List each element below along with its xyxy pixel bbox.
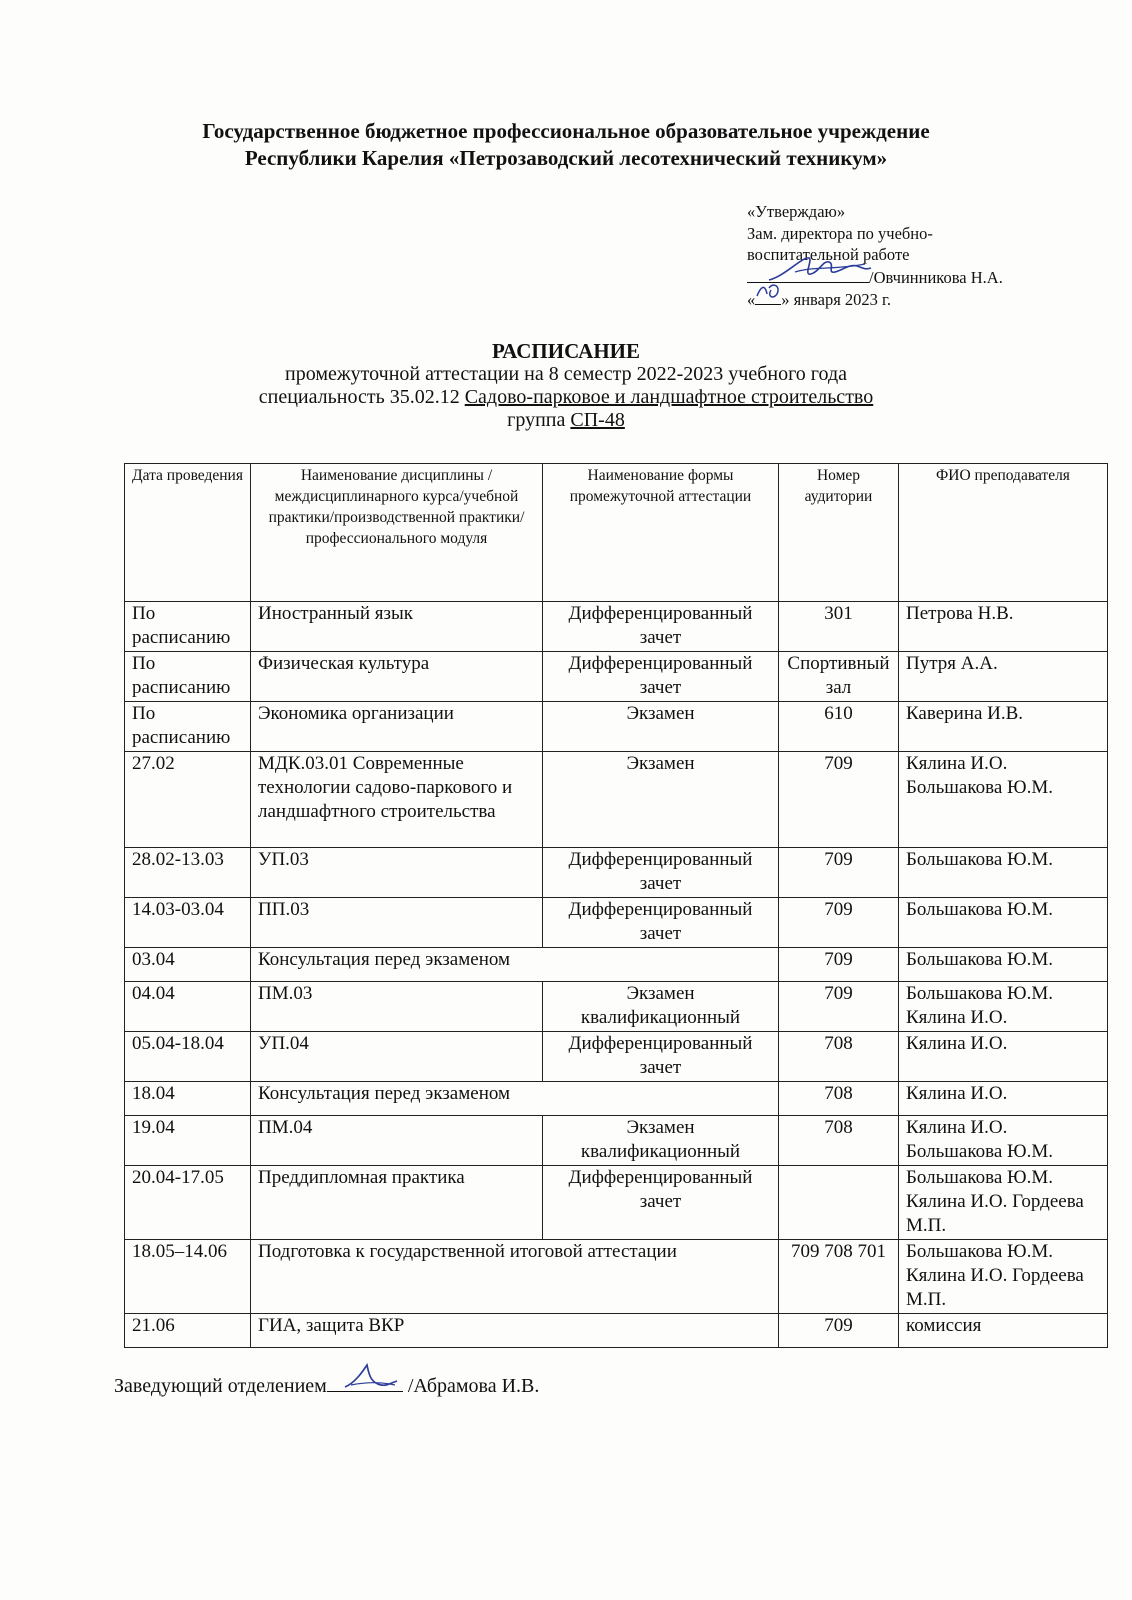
cell-room: 709 xyxy=(779,752,899,848)
cell-date: По расписанию xyxy=(125,652,251,702)
cell-form: Дифференцированный зачет xyxy=(543,602,779,652)
cell-teacher: Путря А.А. xyxy=(899,652,1108,702)
cell-date: 05.04-18.04 xyxy=(125,1032,251,1082)
cell-room: 708 xyxy=(779,1082,899,1116)
date-text: » января 2023 г. xyxy=(781,290,892,309)
cell-form: Экзамен xyxy=(543,702,779,752)
cell-form: Экзамен квалификационный xyxy=(543,1116,779,1166)
cell-teacher: Большакова Ю.М. xyxy=(899,898,1108,948)
table-header-row xyxy=(125,464,1108,602)
cell-teacher: Кялина И.О. Большакова Ю.М. xyxy=(899,752,1108,848)
cell-date: 18.04 xyxy=(125,1082,251,1116)
header-room: Номер аудитории xyxy=(779,464,899,602)
cell-discipline: ПМ.03 xyxy=(251,982,543,1032)
cell-teacher: Каверина И.В. xyxy=(899,702,1108,752)
header-discipline: Наименование дисциплины /междисциплинарного курса/учебной практики/производственной практики/профессионального модуля xyxy=(251,464,543,602)
approval-date-row xyxy=(747,288,1077,311)
cell-discipline: УП.04 xyxy=(251,1032,543,1082)
cell-form: Дифференцированный зачет xyxy=(543,652,779,702)
schedule-title-block xyxy=(0,340,1132,432)
institution-line-1: Государственное бюджетное профессиональное образовательное учреждение xyxy=(202,119,930,143)
cell-teacher: Петрова Н.В. xyxy=(899,602,1108,652)
cell-form: Экзамен квалификационный xyxy=(543,982,779,1032)
schedule-title: РАСПИСАНИЕ xyxy=(491,339,641,363)
cell-date: 18.05–14.06 xyxy=(125,1240,251,1314)
cell-room: 708 xyxy=(779,1116,899,1166)
group-prefix: группа xyxy=(507,409,571,431)
approval-block xyxy=(747,201,1077,311)
cell-room: 610 xyxy=(779,702,899,752)
cell-room: 709 xyxy=(779,982,899,1032)
cell-room: 708 xyxy=(779,1032,899,1082)
cell-discipline: Консультация перед экзаменом xyxy=(251,948,779,982)
approval-line-1: «Утверждаю» xyxy=(747,202,846,221)
cell-date: По расписанию xyxy=(125,702,251,752)
signature-icon xyxy=(765,252,875,284)
cell-form: Экзамен xyxy=(543,752,779,848)
cell-discipline: УП.03 xyxy=(251,848,543,898)
table-row xyxy=(125,652,1108,702)
cell-discipline: ПМ.04 xyxy=(251,1116,543,1166)
cell-discipline: Экономика организации xyxy=(251,702,543,752)
approval-line-3: воспитательной работе xyxy=(747,245,910,264)
cell-discipline: Подготовка к государственной итоговой аттестации xyxy=(251,1240,779,1314)
header-date: Дата проведения xyxy=(125,464,251,602)
footer xyxy=(114,1373,539,1399)
cell-date: 20.04-17.05 xyxy=(125,1166,251,1240)
footer-name: /Абрамова И.В. xyxy=(402,1375,540,1397)
table-row xyxy=(125,898,1108,948)
cell-discipline: МДК.03.01 Современные технологии садово-паркового и ландшафтного строительства xyxy=(251,752,543,848)
handwritten-day-icon xyxy=(755,280,783,302)
institution-header xyxy=(0,118,1132,172)
date-open-quote: « xyxy=(747,290,756,309)
table-body xyxy=(125,602,1108,1348)
cell-teacher: Кялина И.О. xyxy=(899,1032,1108,1082)
cell-discipline: Консультация перед экзаменом xyxy=(251,1082,779,1116)
approver-name: /Овчинникова Н.А. xyxy=(869,267,1003,287)
cell-date: 14.03-03.04 xyxy=(125,898,251,948)
cell-discipline: Физическая культура xyxy=(251,652,543,702)
cell-teacher: Большакова Ю.М. Кялина И.О. xyxy=(899,982,1108,1032)
table-row xyxy=(125,1314,1108,1348)
approval-line-2: Зам. директора по учебно- xyxy=(747,223,933,243)
table-row xyxy=(125,752,1108,848)
cell-teacher: Кялина И.О. xyxy=(899,1082,1108,1116)
cell-room: Спортивный зал xyxy=(779,652,899,702)
cell-form: Дифференцированный зачет xyxy=(543,1032,779,1082)
date-day-line xyxy=(755,288,781,305)
table-row xyxy=(125,1082,1108,1116)
cell-teacher: Кялина И.О. Большакова Ю.М. xyxy=(899,1116,1108,1166)
table-row xyxy=(125,982,1108,1032)
cell-room xyxy=(779,1166,899,1240)
cell-discipline: Иностранный язык xyxy=(251,602,543,652)
table-row xyxy=(125,602,1108,652)
cell-room: 709 xyxy=(779,948,899,982)
table-row xyxy=(125,1032,1108,1082)
header-form: Наименование формы промежуточной аттестации xyxy=(543,464,779,602)
header-teacher: ФИО преподавателя xyxy=(899,464,1108,602)
table-row xyxy=(125,848,1108,898)
cell-date: 03.04 xyxy=(125,948,251,982)
cell-room: 301 xyxy=(779,602,899,652)
cell-date: 28.02-13.03 xyxy=(125,848,251,898)
cell-discipline: ГИА, защита ВКР xyxy=(251,1314,779,1348)
cell-form: Дифференцированный зачет xyxy=(543,1166,779,1240)
group-name: СП-48 xyxy=(570,409,625,431)
schedule-table xyxy=(124,463,1108,1348)
table-row xyxy=(125,1116,1108,1166)
specialty-prefix: специальность 35.02.12 xyxy=(258,386,465,408)
cell-teacher: Большакова Ю.М. xyxy=(899,848,1108,898)
group-line xyxy=(0,409,1132,432)
cell-room: 709 xyxy=(779,898,899,948)
table-row xyxy=(125,702,1108,752)
cell-room: 709 708 701 xyxy=(779,1240,899,1314)
cell-form: Дифференцированный зачет xyxy=(543,898,779,948)
cell-teacher: комиссия xyxy=(899,1314,1108,1348)
table-row xyxy=(125,1166,1108,1240)
institution-line-2: Республики Карелия «Петрозаводский лесотехнический техникум» xyxy=(244,146,888,170)
cell-date: 19.04 xyxy=(125,1116,251,1166)
cell-teacher: Большакова Ю.М. Кялина И.О. Гордеева М.П. xyxy=(899,1240,1108,1314)
cell-date: 04.04 xyxy=(125,982,251,1032)
cell-discipline: Преддипломная практика xyxy=(251,1166,543,1240)
cell-date: 21.06 xyxy=(125,1314,251,1348)
footer-label: Заведующий отделением xyxy=(114,1375,327,1397)
cell-date: 27.02 xyxy=(125,752,251,848)
specialty-name: Садово-парковое и ландшафтное строительство xyxy=(464,386,874,408)
cell-room: 709 xyxy=(779,1314,899,1348)
table-row xyxy=(125,1240,1108,1314)
cell-room: 709 xyxy=(779,848,899,898)
cell-discipline: ПП.03 xyxy=(251,898,543,948)
cell-teacher: Большакова Ю.М. Кялина И.О. Гордеева М.П. xyxy=(899,1166,1108,1240)
signature-icon xyxy=(341,1361,401,1395)
specialty-line xyxy=(0,386,1132,409)
approval-signature-row xyxy=(747,266,1077,289)
footer-signature-line xyxy=(327,1373,403,1392)
cell-form: Дифференцированный зачет xyxy=(543,848,779,898)
schedule-subtitle: промежуточной аттестации на 8 семестр 2022-2023 учебного года xyxy=(285,363,847,385)
cell-date: По расписанию xyxy=(125,602,251,652)
cell-teacher: Большакова Ю.М. xyxy=(899,948,1108,982)
table-row xyxy=(125,948,1108,982)
